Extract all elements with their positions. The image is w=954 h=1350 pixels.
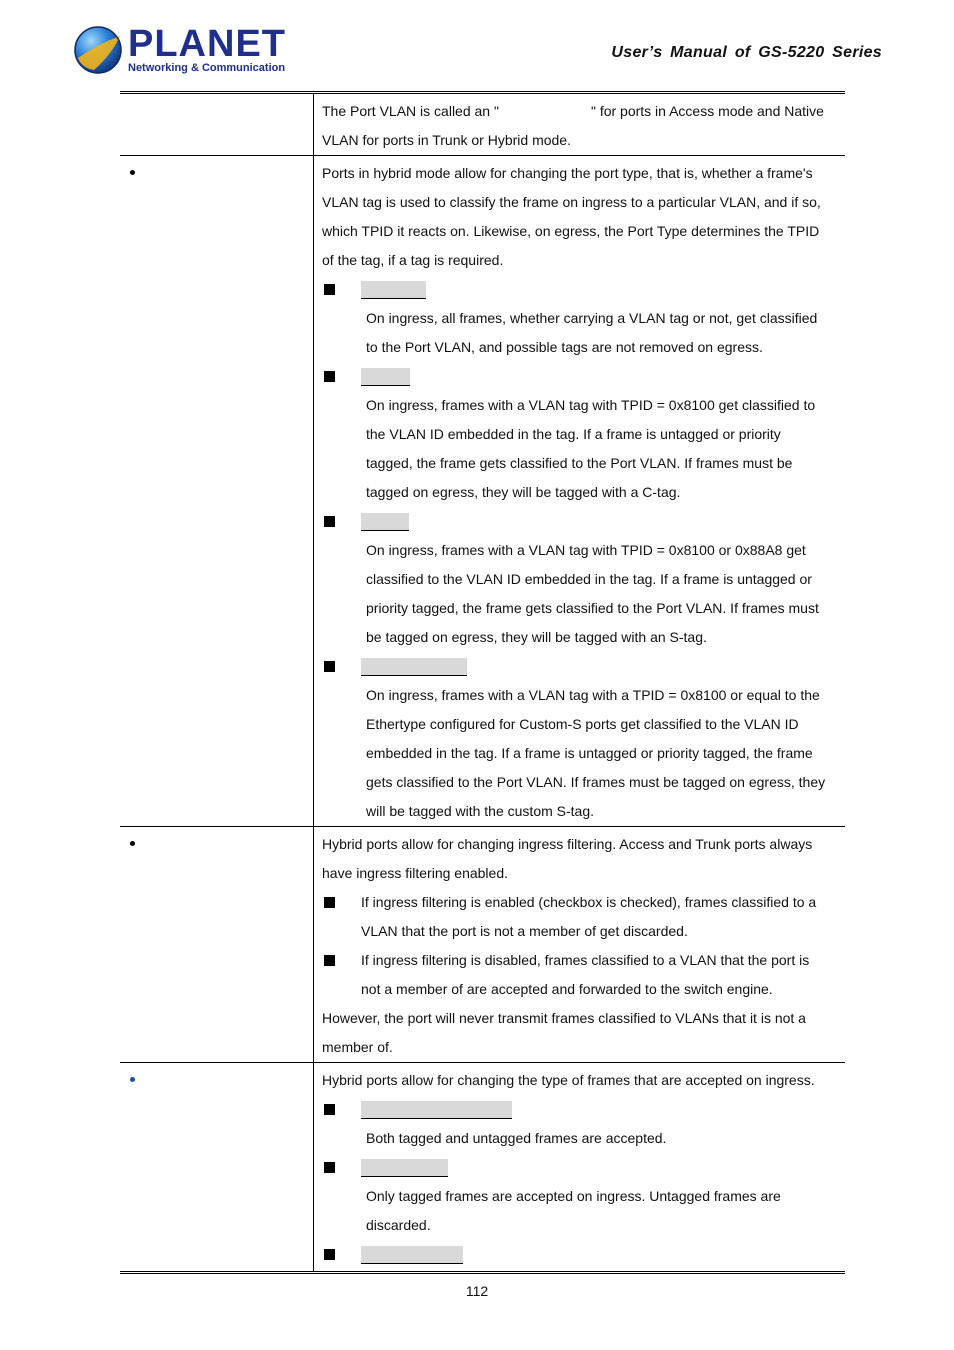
- list-item: [322, 652, 837, 681]
- square-bullet-icon: [324, 284, 335, 295]
- square-bullet-icon: [324, 1104, 335, 1115]
- option-label-redacted: [361, 1246, 463, 1264]
- list-item: [322, 1240, 837, 1269]
- parameter-cell: [120, 827, 314, 1063]
- globe-icon: [72, 24, 124, 76]
- list-item: [322, 362, 837, 391]
- square-bullet-icon: [324, 1249, 335, 1260]
- bullet-dot: [130, 841, 135, 846]
- parameter-cell: [120, 93, 314, 156]
- square-bullet-icon: [324, 661, 335, 672]
- square-bullet-icon: [324, 955, 335, 966]
- description-cell: Ports in hybrid mode allow for changing the port type, that is, whether a frame's VLAN tag is used to classify the frame on ingress to a particular VLAN, and if so, which TPID it reacts on. Likewise, on egress, the Port Type determines the TPID of the tag, if a tag is required. On ingress, all frames, whether carrying a VLAN tag or not, get classified to the Port VLAN, and possible tags are not removed on egress. On ingress, frames with a VLAN tag with TPID = 0x8100 get classified to the VLAN ID embedded in the tag. If a frame is untagged or priority tagged, the frame gets classified to the Port VLAN. If frames must be tagged on egress, they will be tagged with a C-tag. On ingress, frames with a VLAN tag with TPID = 0x8100 or 0x88A8 get classified to the VLAN ID embedded in the tag. If a frame is untagged or priority tagged, the frame gets classified to the Port VLAN. If frames must be tagged on egress, they will be tagged with an S-tag. On ingress, frames with a VLAN tag with a TPID = 0x8100 or equal to the Ethertype configured for Custom-S ports get classified to the VLAN ID embedded in the tag. If a frame is untagged or priority tagged, the frame gets classified to the Port VLAN. If frames must be tagged on egress, they will be tagged with the custom S-tag.: [314, 156, 846, 827]
- table-row: [120, 1063, 845, 1273]
- manual-title: User’s Manual of GS-5220 Series: [611, 44, 882, 61]
- logo-tagline: Networking & Communication: [128, 62, 286, 74]
- square-bullet-icon: [324, 1162, 335, 1173]
- option-label-redacted: [361, 1159, 448, 1177]
- list-item: [322, 275, 837, 304]
- option-label-redacted: [361, 1101, 512, 1119]
- square-bullet-icon: [324, 371, 335, 382]
- list-item: If ingress filtering is disabled, frames classified to a VLAN that the port is not a member of are accepted and forwarded to the switch engine.: [322, 946, 837, 1004]
- bullet-dot: [130, 1077, 135, 1082]
- description-cell: Hybrid ports allow for changing the type of frames that are accepted on ingress. Both tagged and untagged frames are accepted. Only tagged frames are accepted on ingress. Untagged frames are discarded.: [314, 1063, 846, 1273]
- planet-logo: [72, 22, 286, 78]
- description-cell: Hybrid ports allow for changing ingress filtering. Access and Trunk ports always have ingress filtering enabled. If ingress filtering is enabled (checkbox is checked), frames classified to a VLAN that the port is not a member of get discarded. If ingress filtering is disabled, frames classified to a VLAN that the port is not a member of are accepted and forwarded to the switch engine. However, the port will never transmit frames classified to VLANs that it is not a member of.: [314, 827, 846, 1063]
- square-bullet-icon: [324, 516, 335, 527]
- list-item: [322, 1153, 837, 1182]
- option-label-redacted: [361, 281, 426, 299]
- square-bullet-icon: [324, 897, 335, 908]
- bullet-dot: [130, 170, 135, 175]
- option-label-redacted: [361, 513, 409, 531]
- parameter-table: [120, 91, 845, 1274]
- description-cell: The Port VLAN is called an " " for ports in Access mode and Native VLAN for ports in Trunk or Hybrid mode.: [314, 93, 846, 156]
- table-row: [120, 827, 845, 1063]
- parameter-cell: [120, 1063, 314, 1273]
- list-item: If ingress filtering is enabled (checkbox is checked), frames classified to a VLAN that the port is not a member of get discarded.: [322, 888, 837, 946]
- page-number: 112: [465, 1283, 489, 1299]
- option-label-redacted: [361, 368, 410, 386]
- option-label-redacted: [361, 658, 467, 676]
- logo-wordmark: PLANET: [128, 23, 286, 65]
- table-row: [120, 93, 845, 156]
- list-item: [322, 1095, 837, 1124]
- list-item: [322, 507, 837, 536]
- parameter-cell: [120, 156, 314, 827]
- table-row: [120, 156, 845, 827]
